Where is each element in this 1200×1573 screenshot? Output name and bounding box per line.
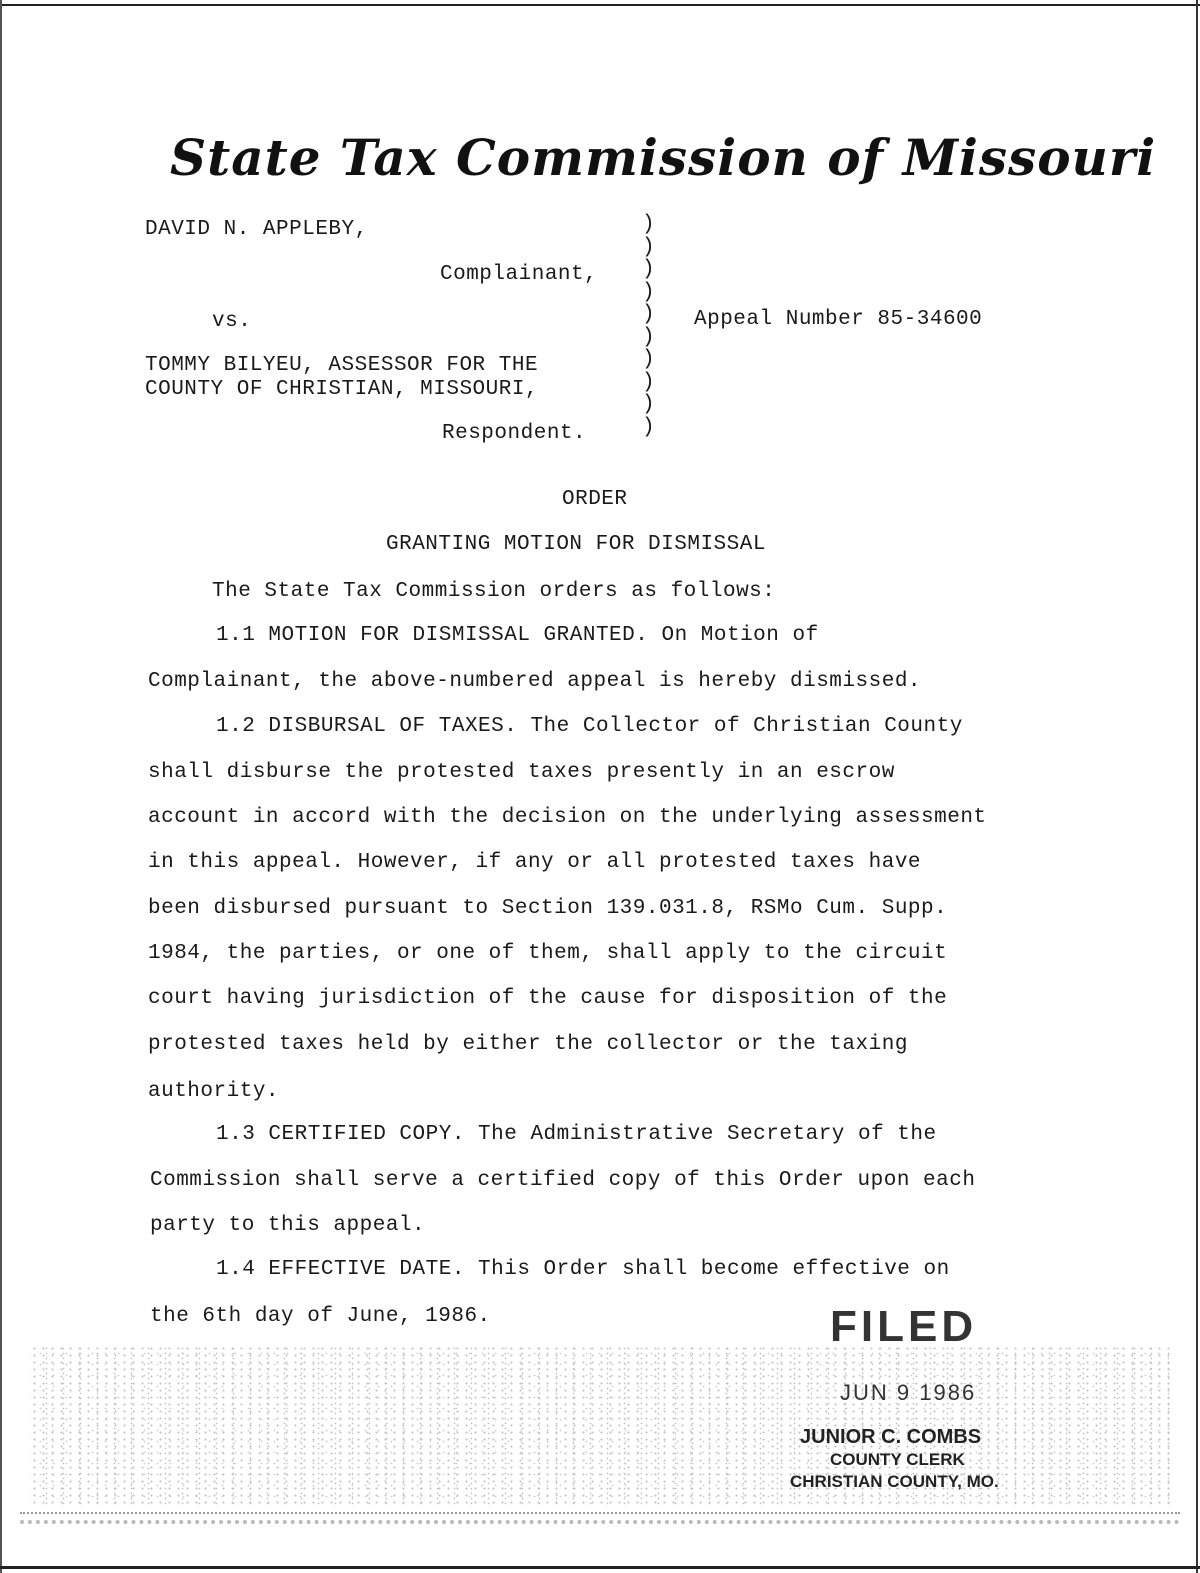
filed-stamp-county: CHRISTIAN COUNTY, MO. xyxy=(790,1472,999,1491)
body-line: 1.1 MOTION FOR DISMISSAL GRANTED. On Motion of xyxy=(216,624,819,647)
versus: vs. xyxy=(212,310,252,333)
complainant-name: DAVID N. APPLEBY, xyxy=(145,218,368,241)
paren: ) xyxy=(642,280,655,304)
body-line: authority. xyxy=(148,1080,280,1103)
body-line: 1.2 DISBURSAL OF TAXES. The Collector of Christian County xyxy=(216,715,963,738)
scan-noise-line xyxy=(20,1520,1180,1532)
scan-noise xyxy=(30,1345,1170,1505)
filed-stamp-clerk: JUNIOR C. COMBS xyxy=(800,1426,982,1448)
body-line: protested taxes held by either the collector or the taxing xyxy=(148,1033,908,1056)
intro-line: The State Tax Commission orders as follows: xyxy=(212,580,776,603)
paren: ) xyxy=(642,258,655,281)
body-line: 1.3 CERTIFIED COPY. The Administrative Secretary of the xyxy=(216,1123,937,1146)
paren: ) xyxy=(642,235,655,259)
scan-noise-line xyxy=(20,1512,1180,1517)
respondent-line-2: COUNTY OF CHRISTIAN, MISSOURI, xyxy=(145,378,539,401)
order-subtitle: GRANTING MOTION FOR DISMISSAL xyxy=(386,533,766,556)
filed-stamp-title: COUNTY CLERK xyxy=(830,1450,965,1469)
body-line: Commission shall serve a certified copy of this Order upon each xyxy=(150,1169,976,1192)
page-edge-top xyxy=(0,4,1200,6)
body-line: been disbursed pursuant to Section 139.031.8, RSMo Cum. Supp. xyxy=(148,897,948,920)
page-edge-right xyxy=(1196,0,1198,1573)
body-line: Complainant, the above-numbered appeal is hereby dismissed. xyxy=(148,670,922,693)
order-title: ORDER xyxy=(562,488,628,511)
paren: ) xyxy=(642,303,655,326)
body-line: party to this appeal. xyxy=(150,1214,426,1237)
paren: ) xyxy=(642,370,655,394)
body-line: 1984, the parties, or one of them, shall apply to the circuit xyxy=(148,942,948,965)
complainant-role: Complainant, xyxy=(440,263,598,286)
body-line: the 6th day of June, 1986. xyxy=(150,1305,491,1328)
paren: ) xyxy=(642,213,655,236)
appeal-number: Appeal Number 85-34600 xyxy=(694,308,983,331)
filed-stamp: FILED xyxy=(830,1302,978,1351)
paren: ) xyxy=(642,348,655,371)
paren: ) xyxy=(642,325,655,349)
page-edge-bottom xyxy=(0,1566,1200,1569)
body-line: account in accord with the decision on the underlying assessment xyxy=(148,806,987,829)
respondent-line-1: TOMMY BILYEU, ASSESSOR FOR THE xyxy=(145,354,539,377)
body-line: court having jurisdiction of the cause for disposition of the xyxy=(148,987,948,1010)
paren: ) xyxy=(642,415,655,439)
body-line: in this appeal. However, if any or all protested taxes have xyxy=(148,851,922,874)
body-line: 1.4 EFFECTIVE DATE. This Order shall become effective on xyxy=(216,1258,950,1281)
body-line: shall disburse the protested taxes presently in an escrow xyxy=(148,761,895,784)
paren: ) xyxy=(642,393,655,416)
respondent-role: Respondent. xyxy=(442,422,587,445)
filed-stamp-date: JUN 9 1986 xyxy=(840,1380,977,1405)
page-edge-left xyxy=(0,0,2,1573)
letterhead: State Tax Commission of Missouri xyxy=(170,128,1157,187)
caption-parentheses xyxy=(642,214,662,439)
